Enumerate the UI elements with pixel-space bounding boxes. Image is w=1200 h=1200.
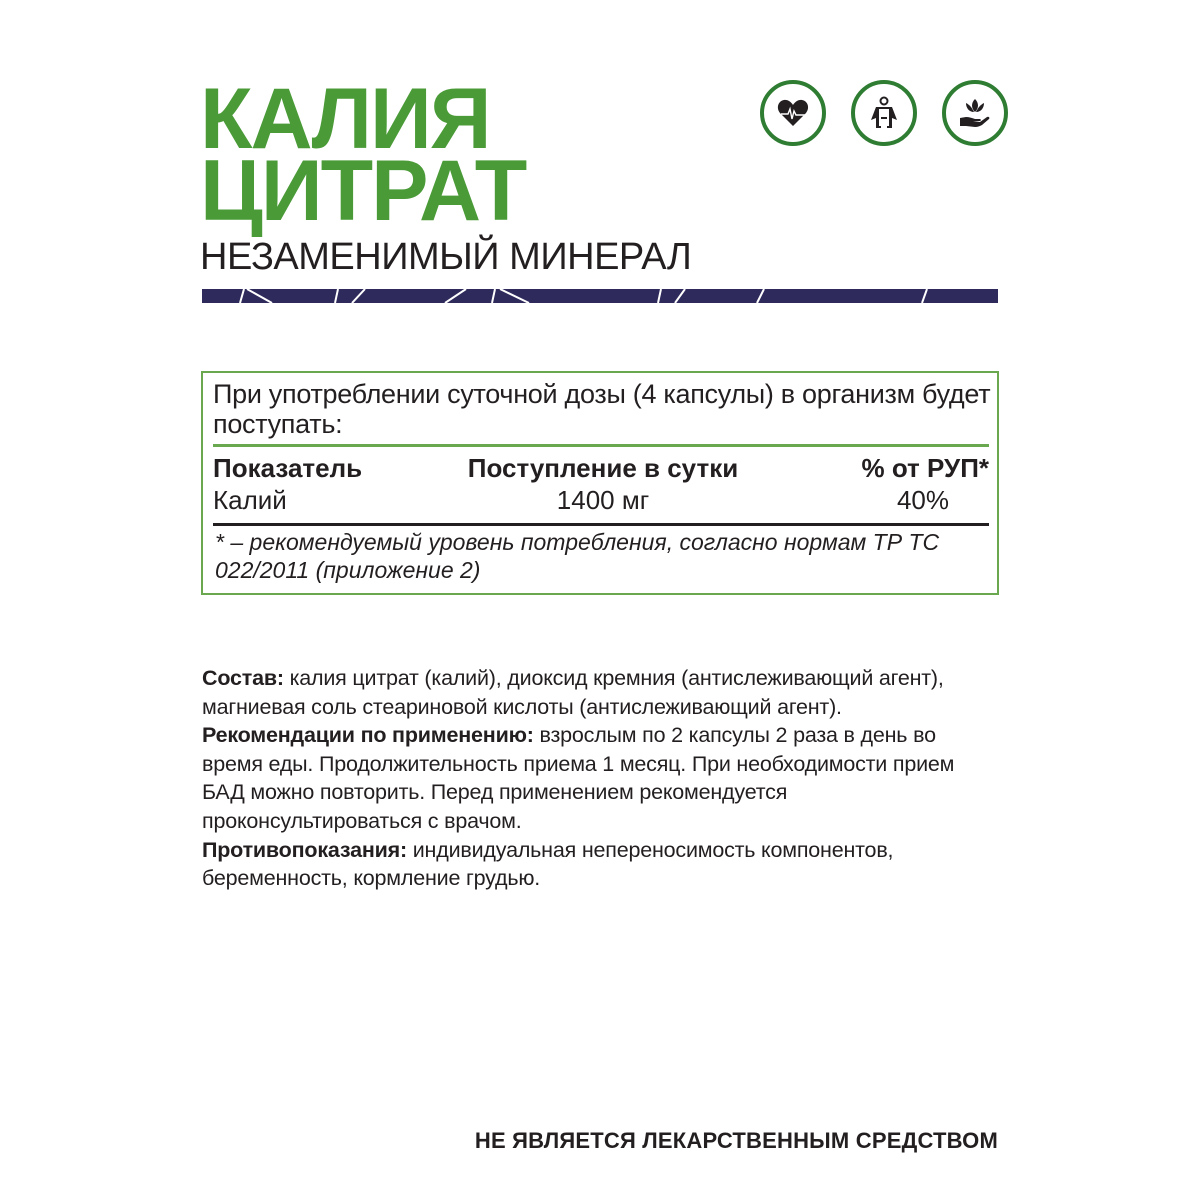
product-subtitle: НЕЗАМЕНИМЫЙ МИНЕРАЛ [200,236,692,278]
composition-label: Состав: [202,666,284,690]
header-daily-intake: Поступление в сутки [467,453,739,483]
product-info [202,664,992,893]
contraindications-text: индивидуальная непереносимость компонентов, беременность, кормление грудью. [202,837,894,891]
cell-rup-percent: 40% [896,485,949,515]
nutrition-box [201,371,999,595]
heart-pulse-icon [760,80,826,146]
benefit-icons [760,80,1008,146]
person-caped-icon [851,80,917,146]
footnote: * – рекомендуемый уровень потребления, согласно нормам ТР ТС 022/2011 (приложение 2) [215,529,940,583]
product-title-line2: ЦИТРАТ [200,143,526,239]
composition-text: калия цитрат (калий), диоксид кремния (антислеживающий агент), магниевая соль стеариновой кислоты (антислеживающий агент). [202,666,944,719]
contraindications-label: Противопоказания: [202,837,407,862]
header-rup-percent: % от РУП* [861,453,989,483]
divider [213,444,989,447]
nutrition-intro: При употреблении суточной дозы (4 капсулы) в организм будет поступать: [213,379,991,439]
usage-label: Рекомендации по применению: [202,723,534,748]
cell-indicator: Калий [213,485,287,515]
product-title-line1: КАЛИЯ [200,71,490,167]
hand-lotus-icon [942,80,1008,146]
usage-text: взрослым по 2 капсулы 2 раза в день во время еды. Продолжительность приема 1 месяц. При необходимости прием БАД можно повторить. Перед применением рекомендуется проконсультироваться с врачом. [202,723,955,833]
nutrition-table-header [213,453,989,485]
cell-daily-intake: 1400 мг [556,485,650,515]
header-indicator: Показатель [213,453,363,483]
divider [213,523,989,526]
table-row [213,485,989,517]
decorative-band [202,289,998,303]
disclaimer: НЕ ЯВЛЯЕТСЯ ЛЕКАРСТВЕННЫМ СРЕДСТВОМ [474,1128,998,1153]
